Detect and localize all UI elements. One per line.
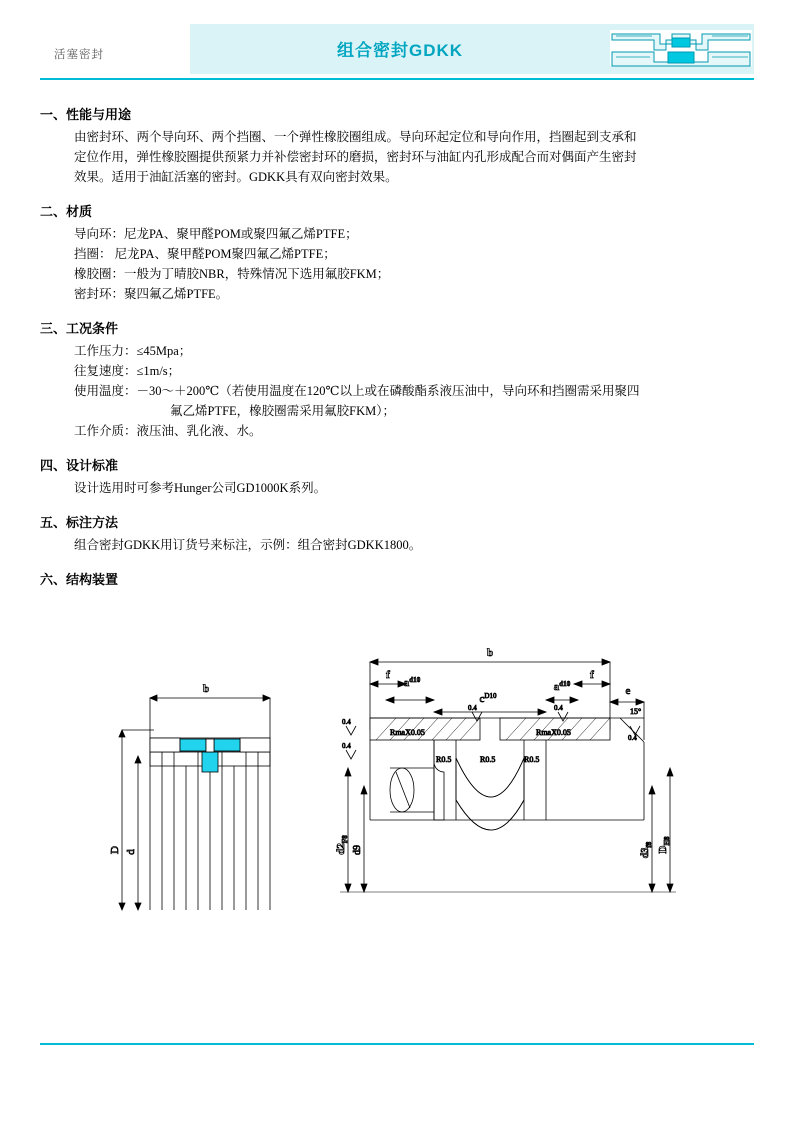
section-number: 二、 (40, 204, 67, 219)
ra-symbol-chamfer: 0.4 (628, 734, 637, 742)
body-line: 定位作用，弹性橡胶圈提供预紧力并补偿密封环的磨损，密封环与油缸内孔形成配合而对偶面产生密封 (74, 150, 637, 164)
dimension-label-f-right: f (590, 669, 594, 681)
ra-symbol-right-top: 0.4 (554, 704, 563, 712)
dimension-label-b: b (486, 647, 494, 659)
ra-symbol-left-upper: 0.4 (342, 718, 351, 726)
body-line: 设计选用时可参考Hunger公司GD1000K系列。 (74, 481, 327, 495)
section-design-standard (40, 455, 754, 498)
section-heading-text: 性能与用途 (66, 107, 132, 122)
footer-divider (40, 1043, 754, 1045)
header-divider (40, 78, 754, 80)
body-line: 使用温度：－30～＋200℃（若使用温度在120℃以上或在磷酸酯系液压油中，导向环和挡圈需采用聚四 (74, 384, 640, 398)
body-line: 效果。适用于油缸活塞的密封。GDKK具有双向密封效果。 (74, 170, 398, 184)
section-title (40, 104, 754, 123)
section-number: 四、 (40, 458, 67, 473)
section-body (40, 535, 754, 555)
dimension-sup-c: D10 (484, 692, 497, 700)
radius-label-right: R0.5 (524, 755, 540, 764)
dimension-label-D: D (110, 846, 121, 854)
body-line: 挡圈： 尼龙PA、聚甲醛POM聚四氟乙烯PTFE； (74, 247, 336, 261)
section-number: 一、 (40, 107, 67, 122)
dimension-label-d2: $d2_{F8}$ (335, 835, 349, 855)
body-line-indented: 氟乙烯PTFE，橡胶圈需采用氟胶FKM）； (170, 404, 396, 418)
section-heading-text: 设计标准 (66, 458, 119, 473)
section-heading-text: 材质 (66, 204, 93, 219)
angle-label-15: 15° (630, 707, 642, 716)
body-line: 往复速度：≤1m/s； (74, 364, 181, 378)
document-content (40, 104, 754, 602)
radius-label-mid: R0.5 (480, 755, 496, 764)
section-body (40, 478, 754, 498)
section-body (40, 127, 754, 187)
dimension-sub-d3: f8 (645, 841, 653, 848)
dimension-sup-a-right: d10 (559, 680, 571, 688)
dimension-label-b: b (202, 683, 210, 695)
header-category-tag: 活塞密封 (54, 49, 104, 61)
radius-label-left: R0.5 (436, 755, 452, 764)
section-working-conditions (40, 318, 754, 441)
section-marking-method (40, 512, 754, 555)
figure-area (40, 640, 754, 940)
body-line: 橡胶圈：一般为丁晴胶NBR，特殊情况下选用氟胶FKM； (74, 267, 390, 281)
page-title: 组合密封GDKK (336, 41, 464, 60)
section-heading-text: 结构装置 (66, 572, 119, 587)
body-line: 工作介质：液压油、乳化液、水。 (74, 424, 262, 438)
body-line: 密封环：聚四氟乙烯PTFE。 (74, 287, 229, 301)
ra-symbol-left-lower: 0.4 (342, 742, 351, 750)
dimension-label-d9: d9 (352, 845, 363, 855)
groove-dimension-drawing (330, 640, 750, 935)
dimension-sub-d2: F8 (341, 835, 349, 844)
section-body (40, 224, 754, 304)
dimension-label-D: $D_{H8}$ (657, 836, 671, 854)
dimension-sub-D: H8 (663, 836, 671, 846)
section-number: 三、 (40, 321, 67, 336)
section-number: 五、 (40, 515, 67, 530)
dimension-sup-a-left: d10 (409, 676, 421, 684)
body-line: 导向环：尼龙PA、聚甲醛POM或聚四氟乙烯PTFE； (74, 227, 358, 241)
dimension-label-e: e (625, 685, 631, 697)
section-heading-text: 标注方法 (66, 515, 119, 530)
body-line: 组合密封GDKK用订货号来标注，示例：组合密封GDKK1800。 (74, 538, 422, 552)
dimension-label-d3: $d3_{f8}$ (640, 841, 653, 859)
seal-cross-section-logo (608, 26, 754, 70)
section-performance (40, 104, 754, 187)
section-heading-text: 工况条件 (66, 321, 119, 336)
section-title (40, 201, 754, 220)
surface-finish-right: RmaX0.05 (536, 728, 571, 737)
section-structure (40, 569, 754, 588)
section-body (40, 341, 754, 441)
section-title (40, 569, 754, 588)
assembly-cross-section-drawing (110, 660, 310, 935)
dimension-label-d: d (125, 849, 137, 855)
dimension-label-c: $c^{D10}$ (479, 692, 497, 705)
dimension-label-f-left: f (386, 669, 390, 681)
page-header (40, 24, 754, 80)
section-title (40, 512, 754, 531)
dimension-label-a-right: $a^{d10}$ (553, 680, 571, 693)
body-line: 工作压力：≤45Mpa； (74, 344, 192, 358)
section-number: 六、 (40, 572, 67, 587)
dimension-label-a-left: $a^{d10}$ (403, 676, 421, 689)
surface-finish-left: RmaX0.05 (390, 728, 425, 737)
section-title (40, 318, 754, 337)
ra-symbol-center-top: 0.4 (468, 704, 477, 712)
section-title (40, 455, 754, 474)
body-line: 由密封环、两个导向环、两个挡圈、一个弹性橡胶圈组成。导向环起定位和导向作用，挡圈起到支承和 (74, 130, 637, 144)
section-material (40, 201, 754, 304)
